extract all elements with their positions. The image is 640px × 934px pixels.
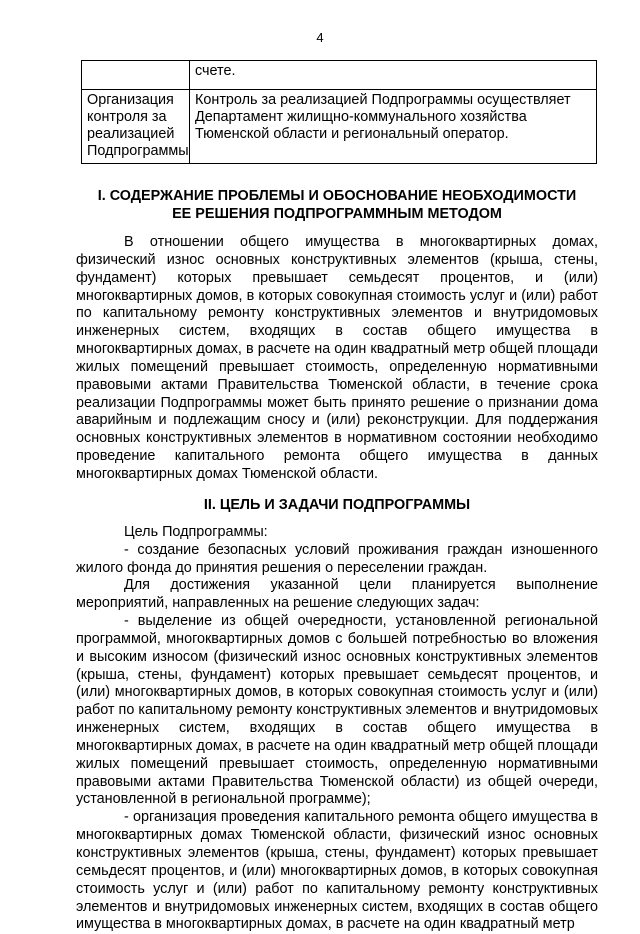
task-item: - выделение из общей очередности, установленной региональной программой, многоквартирных домов с большей потребностью во вложения и высоким износом (физический износ основных конструктивных элементов (крыша, стены, фундамент) которых превышает семьдесят процентов, и (или) многоквартирных домов, в которых совокупная стоимость услуг и (или) работ по капитальному ремонту конструктивных элементов и внутридомовых инженерных систем, входящих в состав общего имущества в многоквартирных домах, в расчете на один квадратный метр общей площади жилых помещений превышает стоимость, определенную нормативными правовыми актами Правительства Тюменской области) из общей очереди, установленной в региональной программе);: [76, 613, 598, 808]
table-cell-value: Контроль за реализацией Подпрограммы осуществляет Департамент жилищно-коммунального хозяйства Тюменской области и региональный оператор.: [190, 90, 597, 164]
goal-item: - создание безопасных условий проживания граждан изношенного жилого фонда до принятия решения о переселении граждан.: [76, 541, 598, 576]
document-body: [76, 187, 598, 934]
section2-heading: II. ЦЕЛЬ И ЗАДАЧИ ПОДПРОГРАММЫ: [203, 496, 471, 513]
section1-heading: [76, 187, 598, 223]
table-cell-label: [82, 61, 190, 90]
task-item: - организация проведения капитального ремонта общего имущества в многоквартирных домах Тюменской области, физический износ основных конструктивных элементов (крыша, стены, фундамент) которых превышает семьдесят процентов, и (или) многоквартирных домов, в которых совокупная стоимость услуг и (или) работ по капитальному ремонту конструктивных элементов и внутридомовых инженерных систем, входящих в состав общего имущества в многоквартирных домах, в расчете на один квадратный метр: [76, 809, 598, 933]
table-cell-label: Организация контроля за реализацией Подпрограммы: [82, 90, 190, 164]
section1-paragraph: В отношении общего имущества в многоквартирных домах, физический износ основных конструктивных элементов (крыша, стены, фундамент) которых превышает семьдесят процентов, и (или) многоквартирных домов, в которых совокупная стоимость услуг и (или) работ по капитальному ремонту конструктивных элементов и внутридомовых инженерных систем, входящих в состав общего имущества в многоквартирных домах, в расчете на один квадратный метр общей площади жилых помещений превышает стоимость, определенную нормативными правовыми актами Правительства Тюменской области, в течение срока реализации Подпрограммы может быть принято решение о признании дома аварийным и подлежащим сносу и (или) реконструкции. Для поддержания основных конструктивных элементов в нормативном состоянии необходимо проведение капитального ремонта общего имущества в данных многоквартирных домах Тюменской области.: [76, 234, 598, 482]
table-row: [82, 90, 597, 164]
section1-heading-line2: ЕЕ РЕШЕНИЯ ПОДПРОГРАММНЫМ МЕТОДОМ: [172, 206, 502, 222]
section1-heading-line1: I. СОДЕРЖАНИЕ ПРОБЛЕМЫ И ОБОСНОВАНИЕ НЕОБХОДИМОСТИ: [97, 188, 577, 204]
tasks-intro: Для достижения указанной цели планируется выполнение мероприятий, направленных на решение следующих задач:: [76, 577, 598, 612]
passport-table: [81, 60, 597, 164]
table-cell-value: счете.: [190, 61, 597, 90]
table-row: [82, 61, 597, 90]
page-number: 4: [316, 30, 324, 45]
goal-label: Цель Подпрограммы:: [124, 523, 268, 540]
